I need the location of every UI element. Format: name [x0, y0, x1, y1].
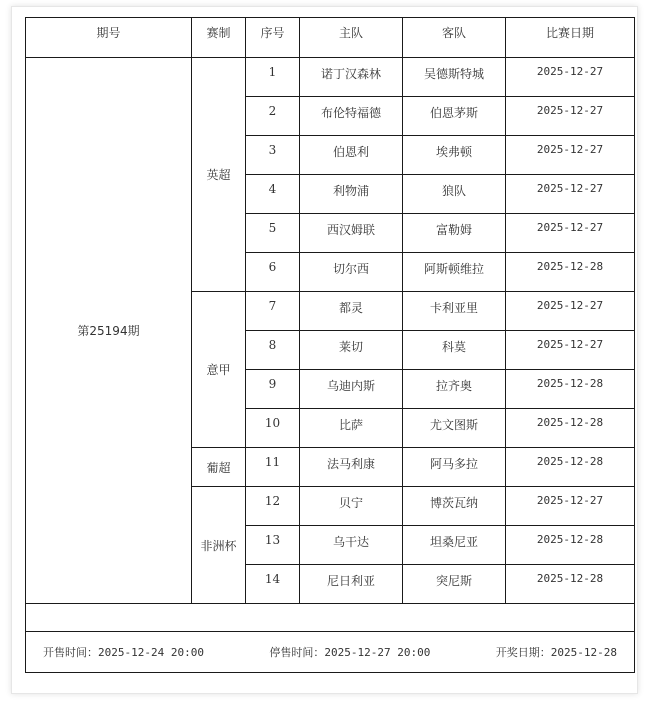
away-team-cell: 阿斯顿维拉 [403, 253, 506, 292]
away-team-cell: 拉齐奥 [403, 370, 506, 409]
match-index-cell: 6 [246, 253, 300, 292]
home-team-cell: 伯恩利 [300, 136, 403, 175]
match-index-cell: 2 [246, 97, 300, 136]
away-team-cell: 博茨瓦纳 [403, 487, 506, 526]
match-date-cell: 2025-12-28 [506, 370, 635, 409]
sale-info [26, 644, 634, 660]
league-cell: 意甲 [192, 292, 246, 448]
match-date-cell: 2025-12-27 [506, 136, 635, 175]
away-team-cell: 埃弗顿 [403, 136, 506, 175]
home-team-cell: 比萨 [300, 409, 403, 448]
sale-end-time: 停售时间：2025-12-27 20:00 [269, 646, 431, 659]
home-team-cell: 乌迪内斯 [300, 370, 403, 409]
away-team-cell: 坦桑尼亚 [403, 526, 506, 565]
match-index-cell: 1 [246, 58, 300, 97]
match-index-cell: 14 [246, 565, 300, 604]
away-team-cell: 狼队 [403, 175, 506, 214]
match-index-cell: 9 [246, 370, 300, 409]
draw-date: 开奖日期：2025-12-28 [495, 646, 617, 659]
match-index-cell: 3 [246, 136, 300, 175]
home-team-cell: 都灵 [300, 292, 403, 331]
blank-row [26, 604, 635, 632]
match-date-cell: 2025-12-27 [506, 331, 635, 370]
match-date-cell: 2025-12-28 [506, 526, 635, 565]
league-cell: 葡超 [192, 448, 246, 487]
period-cell: 第25194期 [26, 58, 192, 604]
header-away: 客队 [403, 18, 506, 58]
away-team-cell: 科莫 [403, 331, 506, 370]
home-team-cell: 莱切 [300, 331, 403, 370]
home-team-cell: 贝宁 [300, 487, 403, 526]
header-period: 期号 [26, 18, 192, 58]
away-team-cell: 突尼斯 [403, 565, 506, 604]
home-team-cell: 利物浦 [300, 175, 403, 214]
match-date-cell: 2025-12-27 [506, 214, 635, 253]
home-team-cell: 法马利康 [300, 448, 403, 487]
home-team-cell: 乌干达 [300, 526, 403, 565]
header-league: 赛制 [192, 18, 246, 58]
match-date-cell: 2025-12-28 [506, 409, 635, 448]
footer-cell [26, 632, 635, 673]
match-index-cell: 5 [246, 214, 300, 253]
home-team-cell: 切尔西 [300, 253, 403, 292]
match-schedule-table [25, 17, 635, 673]
footer-row [26, 632, 635, 673]
home-team-cell: 诺丁汉森林 [300, 58, 403, 97]
schedule-card [11, 6, 638, 694]
match-index-cell: 8 [246, 331, 300, 370]
blank-cell [26, 604, 635, 632]
match-index-cell: 10 [246, 409, 300, 448]
home-team-cell: 尼日利亚 [300, 565, 403, 604]
table-row [26, 58, 635, 97]
match-date-cell: 2025-12-27 [506, 292, 635, 331]
away-team-cell: 阿马多拉 [403, 448, 506, 487]
match-date-cell: 2025-12-28 [506, 565, 635, 604]
sale-start-time: 开售时间：2025-12-24 20:00 [43, 646, 204, 659]
league-cell: 英超 [192, 58, 246, 292]
match-date-cell: 2025-12-27 [506, 487, 635, 526]
header-home: 主队 [300, 18, 403, 58]
header-row [26, 18, 635, 58]
away-team-cell: 吴德斯特城 [403, 58, 506, 97]
schedule-body [26, 58, 635, 673]
match-date-cell: 2025-12-27 [506, 58, 635, 97]
match-index-cell: 12 [246, 487, 300, 526]
away-team-cell: 伯恩茅斯 [403, 97, 506, 136]
match-index-cell: 7 [246, 292, 300, 331]
away-team-cell: 卡利亚里 [403, 292, 506, 331]
home-team-cell: 布伦特福德 [300, 97, 403, 136]
header-index: 序号 [246, 18, 300, 58]
away-team-cell: 尤文图斯 [403, 409, 506, 448]
match-date-cell: 2025-12-27 [506, 175, 635, 214]
match-date-cell: 2025-12-28 [506, 253, 635, 292]
league-cell: 非洲杯 [192, 487, 246, 604]
header-date: 比赛日期 [506, 18, 635, 58]
home-team-cell: 西汉姆联 [300, 214, 403, 253]
match-index-cell: 11 [246, 448, 300, 487]
away-team-cell: 富勒姆 [403, 214, 506, 253]
match-index-cell: 4 [246, 175, 300, 214]
match-index-cell: 13 [246, 526, 300, 565]
match-date-cell: 2025-12-28 [506, 448, 635, 487]
match-date-cell: 2025-12-27 [506, 97, 635, 136]
